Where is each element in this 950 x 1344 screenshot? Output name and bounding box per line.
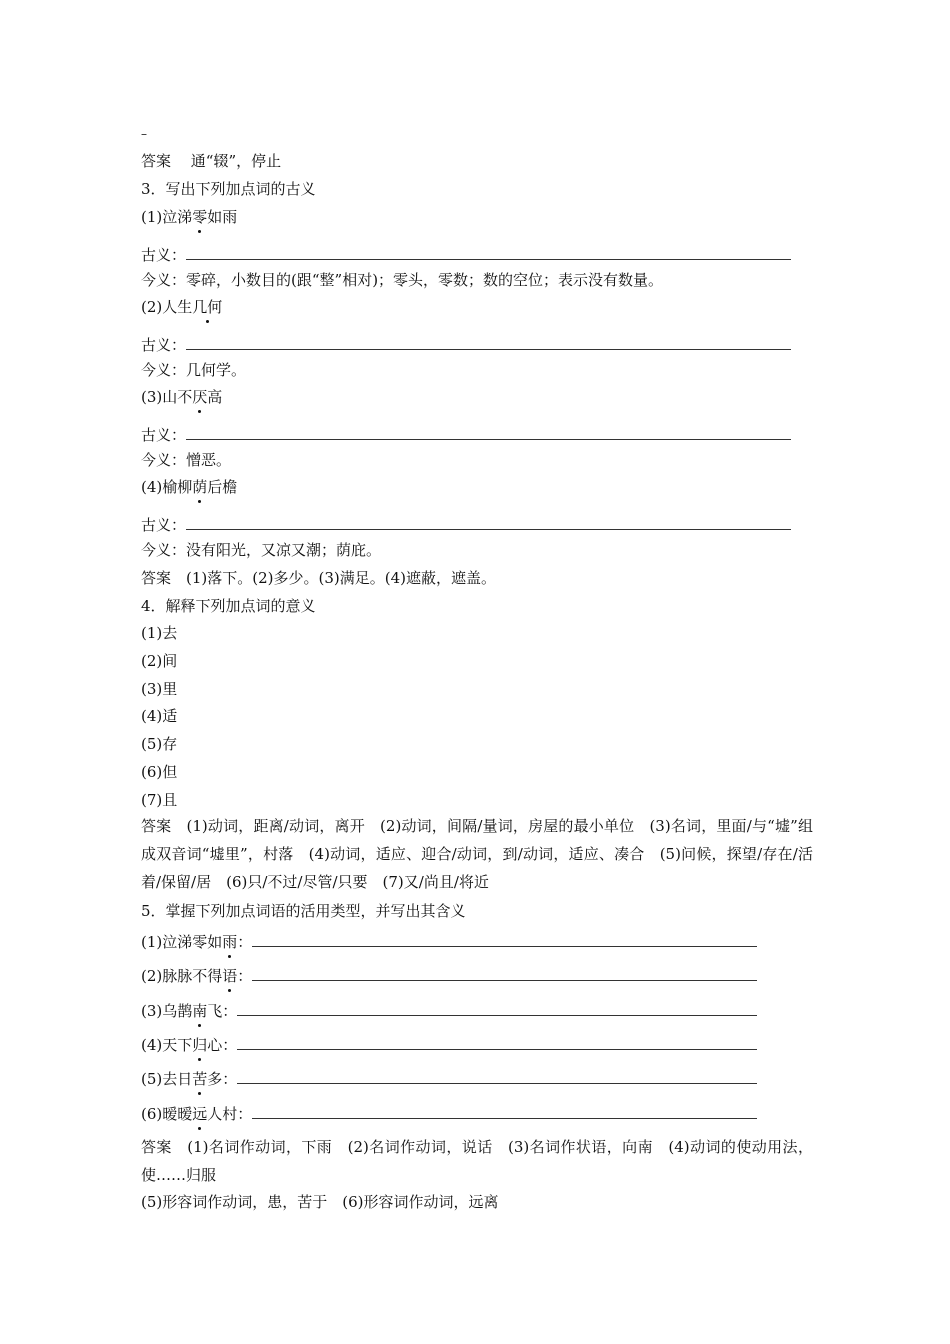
dotted-word: 语 xyxy=(222,967,238,985)
dotted-word: 厌 xyxy=(192,388,208,406)
q4-answer: 答案 (1)动词，距离/动词，离开 (2)动词，间隔/量词，房屋的最小单位 (3)名词，里面/与“墟”组成双音词“墟里”，村落 (4)动词，适应、迎合/动词，到/动词，适应、凑合 (5)问候，探望/存在/活着/保留/居 (6)只/不过/尽管/只要 (7)又/尚且/将近 xyxy=(141,817,813,891)
q3-item-3: (3)山不厌高 xyxy=(141,388,223,406)
dotted-word: 归 xyxy=(192,1036,208,1054)
dotted-word: 几何 xyxy=(192,298,223,316)
q3-gu-1: 古义： xyxy=(141,245,791,265)
dotted-word: 苦 xyxy=(192,1070,208,1088)
answer-blank-line[interactable] xyxy=(237,1069,757,1084)
dotted-word: 零 xyxy=(192,208,208,226)
q3-gu-4: 古义： xyxy=(141,515,791,535)
dotted-word: 雨 xyxy=(222,933,238,951)
answer-blank-line[interactable] xyxy=(237,1001,757,1016)
dotted-word: 南 xyxy=(192,1002,208,1020)
q3-jin-3: 今义：憎恶。 xyxy=(141,451,232,469)
answer-blank-line[interactable] xyxy=(186,245,791,260)
q4-item-4: (4)适 xyxy=(141,707,178,725)
q4-item-2: (2)间 xyxy=(141,652,178,670)
q3-jin-4: 今义：没有阳光，又凉又潮；荫庇。 xyxy=(141,541,382,559)
top-dash: – xyxy=(141,127,147,141)
q3-title: 3．写出下列加点词的古义 xyxy=(141,180,316,198)
q5-item-1: (1)泣涕零如雨： xyxy=(141,932,757,952)
answer-blank-line[interactable] xyxy=(186,425,791,440)
answer-blank-line[interactable] xyxy=(252,932,757,947)
q3-answer: 答案 (1)落下。(2)多少。(3)满足。(4)遮蔽，遮盖。 xyxy=(141,569,497,587)
q3-gu-2: 古义： xyxy=(141,335,791,355)
q4-item-6: (6)但 xyxy=(141,763,178,781)
q5-item-5: (5)去日苦多： xyxy=(141,1069,757,1089)
q4-item-1: (1)去 xyxy=(141,624,178,642)
q3-gu-3: 古义： xyxy=(141,425,791,445)
q3-item-1: (1)泣涕零如雨 xyxy=(141,208,238,226)
dotted-word: 远 xyxy=(192,1105,208,1123)
answer-label: 答案 xyxy=(141,152,172,170)
answer-text: 通“辍”，停止 xyxy=(190,152,282,170)
q5-item-3: (3)乌鹊南飞： xyxy=(141,1001,757,1021)
q4-title: 4．解释下列加点词的意义 xyxy=(141,597,316,615)
answer-blank-line[interactable] xyxy=(252,1104,757,1119)
q4-item-7: (7)且 xyxy=(141,791,178,809)
answer-blank-line[interactable] xyxy=(186,515,791,530)
answer-blank-line[interactable] xyxy=(252,966,757,981)
q5-item-2: (2)脉脉不得语： xyxy=(141,966,757,986)
q5-answer-cont: (5)形容词作动词，患，苦于 (6)形容词作动词，远离 xyxy=(141,1193,499,1211)
q3-jin-1: 今义：零碎，小数目的(跟“整”相对)；零头，零数；数的空位；表示没有数量。 xyxy=(141,271,664,289)
answer-blank-line[interactable] xyxy=(237,1035,757,1050)
q4-item-3: (3)里 xyxy=(141,680,178,698)
dotted-word: 荫 xyxy=(192,478,208,496)
q3-item-4: (4)榆柳荫后檐 xyxy=(141,478,238,496)
q5-item-4: (4)天下归心： xyxy=(141,1035,757,1055)
q4-item-5: (5)存 xyxy=(141,735,178,753)
q5-item-6: (6)暧暧远人村： xyxy=(141,1104,757,1124)
q3-jin-2: 今义：几何学。 xyxy=(141,361,247,379)
q3-item-2: (2)人生几何 xyxy=(141,298,223,316)
answer-blank-line[interactable] xyxy=(186,335,791,350)
q5-title: 5．掌握下列加点词语的活用类型，并写出其含义 xyxy=(141,902,466,920)
answer-prev xyxy=(141,151,281,171)
q5-answer: 答案 (1)名词作动词，下雨 (2)名词作动词，说话 (3)名词作状语，向南 (4)动词的使动用法，使……归服 xyxy=(141,1138,813,1184)
